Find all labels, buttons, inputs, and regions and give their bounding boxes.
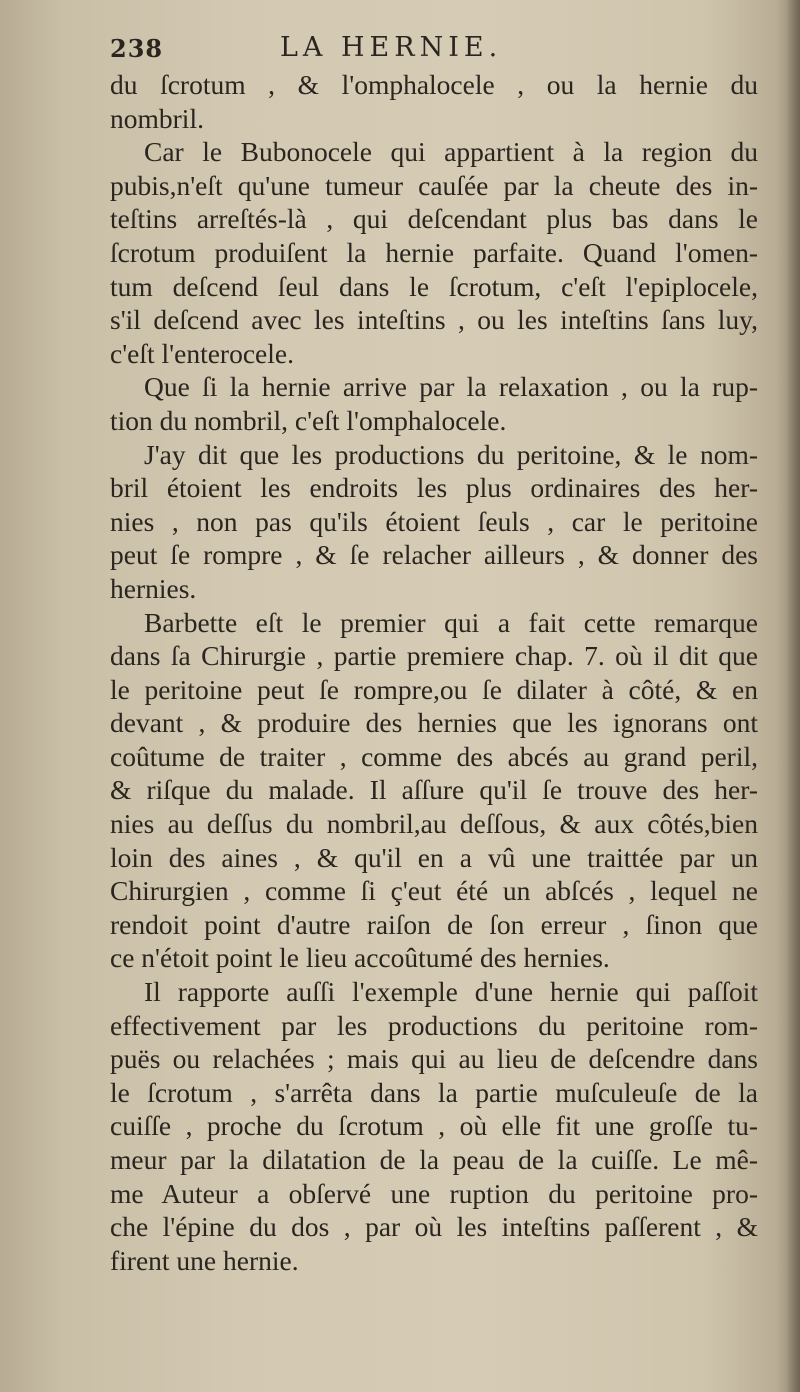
text-line: s'il deſcend avec les inteſtins , ou les inteſtins ſans luy, xyxy=(110,304,758,336)
text-line: le ſcrotum , s'arrêta dans la partie muſculeuſe de la xyxy=(110,1076,758,1108)
page-binding-shadow xyxy=(786,0,800,1392)
text-line: effectivement par les productions du peritoine rom- xyxy=(110,1009,758,1041)
text-line: meur par la dilatation de la peau de la cuiſſe. Le mê- xyxy=(110,1144,758,1175)
text-line: cuiſſe , proche du ſcrotum , où elle fit une groſſe tu- xyxy=(110,1110,758,1142)
text-line: bril étoient les endroits les plus ordinaires des her- xyxy=(110,472,758,504)
text-line: nombril. xyxy=(110,102,204,134)
paragraph-start-line: Il rapporte auſſi l'exemple d'une hernie qui paſſoit xyxy=(144,976,758,1008)
text-line: me Auteur a obſervé une ruption du peritoine pro- xyxy=(110,1177,758,1209)
text-line: peut ſe rompre , & ſe relacher ailleurs , & donner des xyxy=(110,539,758,571)
text-line: ce n'étoit point le lieu accoûtumé des hernies. xyxy=(110,942,610,974)
text-line: coûtume de traiter , comme des abcés au grand peril, xyxy=(110,740,758,772)
paragraph-start-line: J'ay dit que les productions du peritoine, & le nom- xyxy=(144,438,758,470)
page-header xyxy=(110,22,760,66)
paragraph-start-line: Car le Bubonocele qui appartient à la region du xyxy=(144,136,758,168)
text-line: teſtins arreſtés-là , qui deſcendant plus bas dans le xyxy=(110,203,758,235)
body-text xyxy=(110,68,758,1277)
text-line: firent une hernie. xyxy=(110,1244,299,1276)
running-title: LA HERNIE. xyxy=(280,32,503,63)
text-line: rendoit point d'autre raiſon de ſon erreur , ſinon que xyxy=(110,908,758,940)
text-line: Chirurgien , comme ſi ç'eut été un abſcés , lequel ne xyxy=(110,875,758,907)
text-line: loin des aines , & qu'il en a vû une traittée par un xyxy=(110,841,758,873)
page-number: 238 xyxy=(110,34,164,63)
text-line: tum deſcend ſeul dans le ſcrotum, c'eſt l'epiplocele, xyxy=(110,270,758,302)
text-line: dans ſa Chirurgie , partie premiere chap. 7. où il dit que xyxy=(110,640,758,672)
paragraph-start-line: Barbette eſt le premier qui a fait cette remarque xyxy=(144,606,758,638)
text-line: devant , & produire des hernies que les ignorans ont xyxy=(110,707,758,739)
text-line: nies , non pas qu'ils étoient ſeuls , car le peritoine xyxy=(110,505,758,537)
text-line: pubis,n'eſt qu'une tumeur cauſée par la cheute des in- xyxy=(110,169,758,201)
text-line: c'eſt l'enterocele. xyxy=(110,337,294,369)
text-line: puës ou relachées ; mais qui au lieu de deſcendre dans xyxy=(110,1043,758,1075)
text-line: du ſcrotum , & l'omphalocele , ou la hernie du xyxy=(110,69,758,100)
text-line: hernies. xyxy=(110,572,197,604)
paragraph-start-line: Que ſi la hernie arrive par la relaxation , ou la rup- xyxy=(144,371,758,403)
text-line: & riſque du malade. Il aſſure qu'il ſe trouve des her- xyxy=(110,774,758,806)
text-line: tion du nombril, c'eſt l'omphalocele. xyxy=(110,404,507,436)
text-line: ſcrotum produiſent la hernie parfaite. Quand l'omen- xyxy=(110,236,758,268)
text-line: nies au deſſus du nombril,au deſſous, & aux côtés,bien xyxy=(110,808,758,840)
text-line: le peritoine peut ſe rompre,ou ſe dilater à côté, & en xyxy=(110,673,758,705)
text-line: che l'épine du dos , par où les inteſtins paſſerent , & xyxy=(110,1211,758,1243)
